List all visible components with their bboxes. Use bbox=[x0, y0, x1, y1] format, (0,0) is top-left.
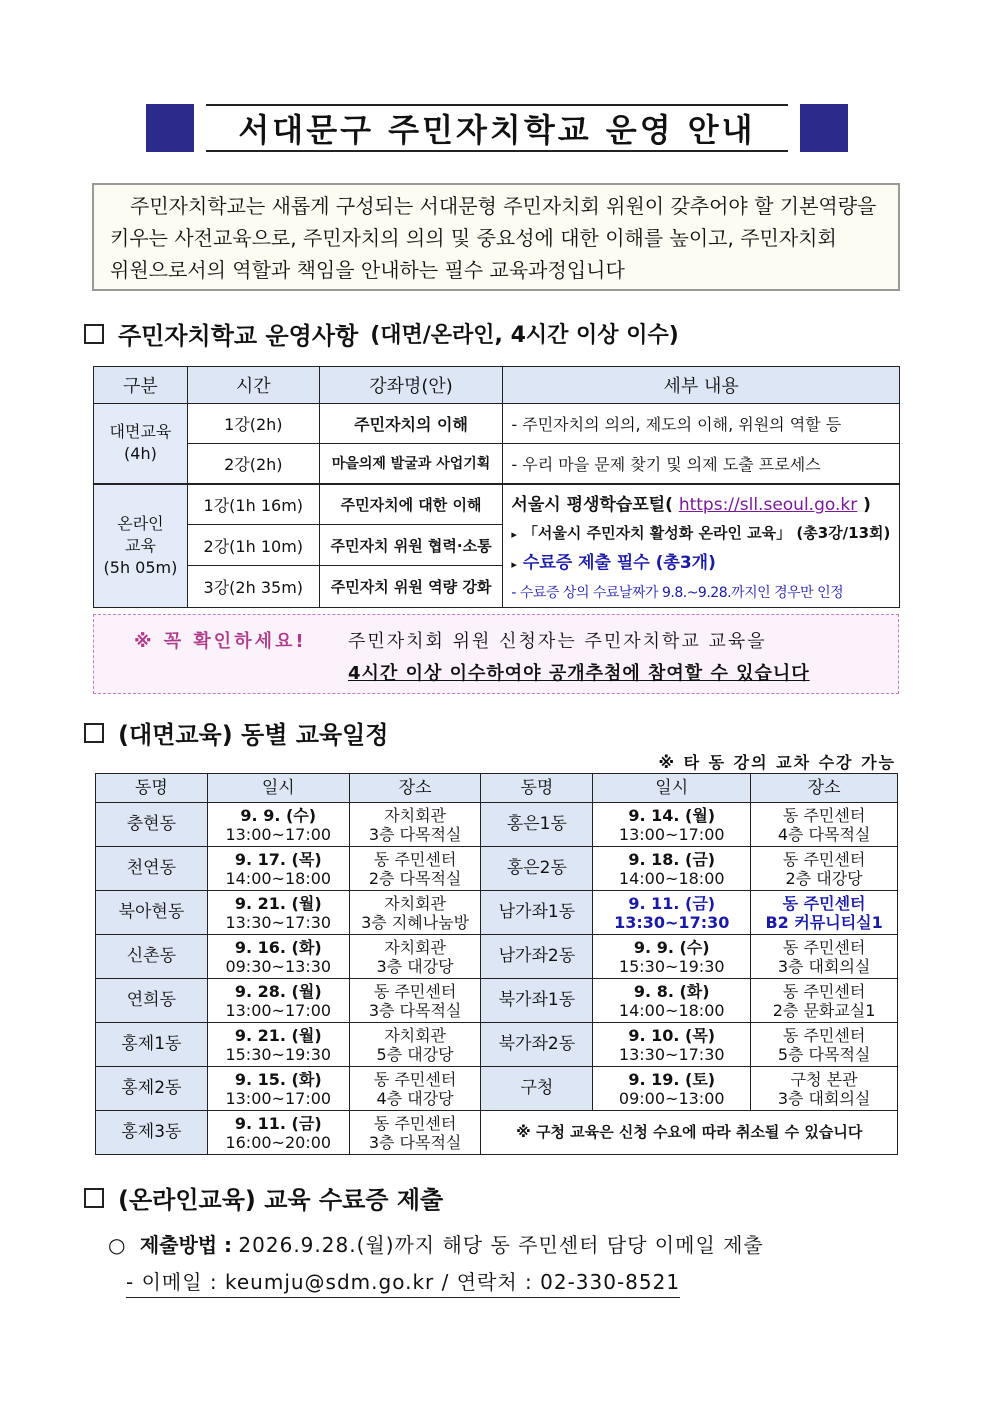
checkbox-icon bbox=[84, 324, 104, 344]
schedule-datetime bbox=[207, 979, 349, 1023]
table-row bbox=[96, 803, 898, 847]
online-course-1: 주민자치에 대한 이해 bbox=[319, 484, 503, 525]
schedule-time: 13:30~17:30 bbox=[618, 1044, 725, 1064]
dong-name: 북가좌1동 bbox=[481, 979, 593, 1023]
checkbox-icon bbox=[84, 723, 104, 743]
table-row bbox=[96, 1111, 898, 1155]
place-room: 3층 다목적실 bbox=[368, 1132, 462, 1152]
place-building: 동 주민센터 bbox=[373, 1113, 457, 1133]
offline-group-label: 대면교육 bbox=[109, 422, 172, 442]
schedule-datetime bbox=[207, 847, 349, 891]
table-row bbox=[96, 847, 898, 891]
dong-name: 충현동 bbox=[96, 803, 208, 847]
schedule-time: 14:00~18:00 bbox=[618, 1000, 725, 1020]
course-name-text: 「서울시 주민자치 활성화 온라인 교육」 (총3강/13회) bbox=[522, 523, 891, 542]
offline-detail-2: - 우리 마을 문제 찾기 및 의제 도출 프로세스 bbox=[503, 444, 900, 484]
schedule-time: 09:00~13:00 bbox=[618, 1088, 725, 1108]
cross-attendance-note: ※ 타 동 강의 교차 수강 가능 bbox=[658, 753, 896, 772]
place-building: 동 주민센터 bbox=[782, 893, 866, 913]
schedule-place bbox=[349, 979, 481, 1023]
schedule-place bbox=[751, 935, 898, 979]
online-group-cell bbox=[94, 484, 188, 608]
schedule-time: 16:00~20:00 bbox=[225, 1132, 332, 1152]
online-time-1: 1강(1h 16m) bbox=[187, 484, 319, 525]
place-room: 3층 다목적실 bbox=[368, 824, 462, 844]
dong-name: 북가좌2동 bbox=[481, 1023, 593, 1067]
schedule-time: 15:30~19:30 bbox=[618, 956, 725, 976]
schedule-time: 13:30~17:30 bbox=[614, 912, 730, 932]
header-detail: 세부 내용 bbox=[503, 367, 900, 404]
schedule-time: 14:00~18:00 bbox=[618, 868, 725, 888]
place-building: 동 주민센터 bbox=[373, 849, 457, 869]
offline-course-2: 마을의제 발굴과 사업기획 bbox=[319, 444, 503, 484]
header-dong: 동명 bbox=[96, 774, 208, 803]
online-course-2: 주민자치 위원 협력·소통 bbox=[319, 525, 503, 566]
title-block bbox=[146, 104, 848, 152]
portal-label-end: ) bbox=[863, 494, 871, 515]
schedule-date: 9. 17. (목) bbox=[234, 849, 322, 869]
dong-name: 천연동 bbox=[96, 847, 208, 891]
dong-name: 연희동 bbox=[96, 979, 208, 1023]
intro-line-3: 위원으로서의 역할과 책임을 안내하는 필수 교육과정입니다 bbox=[110, 258, 625, 282]
place-building: 동 주민센터 bbox=[782, 849, 866, 869]
notice-box bbox=[93, 614, 899, 694]
schedule-date: 9. 21. (월) bbox=[234, 893, 322, 913]
schedule-date: 9. 28. (월) bbox=[234, 981, 322, 1001]
header-place: 장소 bbox=[751, 774, 898, 803]
district-office-note: ※ 구청 교육은 신청 수요에 따라 취소될 수 있습니다 bbox=[481, 1111, 898, 1155]
schedule-date: 9. 15. (화) bbox=[234, 1069, 322, 1089]
place-room: 2층 대강당 bbox=[785, 868, 863, 888]
offline-time-2: 2강(2h) bbox=[187, 444, 319, 484]
title-square-left bbox=[146, 104, 194, 152]
place-building: 구청 본관 bbox=[790, 1069, 858, 1089]
place-building: 동 주민센터 bbox=[373, 1069, 457, 1089]
place-room: 2층 문화교실1 bbox=[772, 1000, 876, 1020]
checkbox-icon bbox=[84, 1188, 104, 1208]
table-row bbox=[94, 484, 900, 525]
schedule-time: 13:00~17:00 bbox=[225, 824, 332, 844]
schedule-time: 13:00~17:00 bbox=[618, 824, 725, 844]
schedule-datetime bbox=[593, 847, 751, 891]
dong-name: 남가좌1동 bbox=[481, 891, 593, 935]
offline-time-1: 1강(2h) bbox=[187, 404, 319, 444]
schedule-date: 9. 11. (금) bbox=[234, 1113, 322, 1133]
place-building: 동 주민센터 bbox=[782, 937, 866, 957]
offline-detail-1: - 주민자치의 의의, 제도의 이해, 위원의 역할 등 bbox=[503, 404, 900, 444]
place-room: 4층 다목적실 bbox=[777, 824, 871, 844]
method-text: 2026.9.28.(월)까지 해당 동 주민센터 담당 이메일 제출 bbox=[238, 1233, 764, 1257]
place-building: 자치회관 bbox=[384, 893, 447, 913]
schedule-place bbox=[349, 1023, 481, 1067]
schedule-date: 9. 11. (금) bbox=[628, 893, 716, 913]
place-room: 3층 대강당 bbox=[376, 956, 454, 976]
portal-link[interactable]: https://sll.seoul.go.kr bbox=[678, 494, 858, 515]
table-row bbox=[96, 979, 898, 1023]
dong-name: 홍은2동 bbox=[481, 847, 593, 891]
schedule-datetime bbox=[207, 803, 349, 847]
schedule-date: 9. 19. (토) bbox=[628, 1069, 716, 1089]
offline-group-hours: (4h) bbox=[124, 444, 157, 464]
table-row bbox=[96, 1023, 898, 1067]
triangle-icon: ▸ bbox=[511, 527, 517, 541]
table-row bbox=[96, 935, 898, 979]
table-row bbox=[96, 1067, 898, 1111]
schedule-date: 9. 16. (화) bbox=[234, 937, 322, 957]
submission-method bbox=[108, 1229, 764, 1258]
dong-name: 구청 bbox=[481, 1067, 593, 1111]
place-room: 3층 대회의실 bbox=[777, 956, 871, 976]
table-row bbox=[96, 891, 898, 935]
place-building: 자치회관 bbox=[384, 1025, 447, 1045]
schedule-datetime bbox=[593, 891, 751, 935]
table-header-row bbox=[94, 367, 900, 404]
intro-line-1: 주민자치학교는 새롭게 구성되는 서대문형 주민자치회 위원이 갖추어야 할 기본역량을 bbox=[130, 194, 877, 218]
schedule-place bbox=[349, 803, 481, 847]
schedule-place bbox=[751, 1023, 898, 1067]
page-title: 서대문구 주민자치학교 운영 안내 bbox=[206, 104, 788, 152]
section-heading-operation bbox=[84, 316, 679, 351]
place-room: B2 커뮤니티실1 bbox=[765, 912, 883, 932]
schedule-place bbox=[751, 891, 898, 935]
header-datetime: 일시 bbox=[593, 774, 751, 803]
header-datetime: 일시 bbox=[207, 774, 349, 803]
place-building: 동 주민센터 bbox=[782, 805, 866, 825]
schedule-table bbox=[95, 773, 898, 1155]
schedule-date: 9. 10. (목) bbox=[628, 1025, 716, 1045]
schedule-time: 13:00~17:00 bbox=[225, 1088, 332, 1108]
contact-info: - 이메일 : keumju@sdm.go.kr / 연락처 : 02-330-8521 bbox=[126, 1266, 680, 1298]
table-row bbox=[94, 444, 900, 484]
place-building: 동 주민센터 bbox=[373, 981, 457, 1001]
place-room: 5층 대강당 bbox=[376, 1044, 454, 1064]
method-label: 제출방법 : bbox=[139, 1233, 233, 1257]
header-place: 장소 bbox=[349, 774, 481, 803]
schedule-date: 9. 8. (화) bbox=[633, 981, 710, 1001]
schedule-time: 13:30~17:30 bbox=[225, 912, 332, 932]
section-title: 주민자치학교 운영사항 bbox=[118, 322, 359, 350]
schedule-datetime bbox=[207, 1023, 349, 1067]
section-heading-schedule bbox=[84, 715, 389, 750]
online-detail-portal bbox=[511, 491, 899, 519]
place-building: 자치회관 bbox=[384, 805, 447, 825]
dong-name: 홍제2동 bbox=[96, 1067, 208, 1111]
online-detail-cell bbox=[503, 484, 900, 608]
place-room: 3층 지혜나눔방 bbox=[361, 912, 470, 932]
online-group-hours: (5h 05m) bbox=[103, 557, 178, 577]
schedule-place bbox=[349, 935, 481, 979]
schedule-date: 9. 9. (수) bbox=[240, 805, 317, 825]
online-detail-course bbox=[511, 519, 899, 549]
schedule-datetime bbox=[593, 979, 751, 1023]
dong-name: 홍은1동 bbox=[481, 803, 593, 847]
online-group-label-1: 온라인 bbox=[117, 513, 164, 533]
schedule-date: 9. 14. (월) bbox=[628, 805, 716, 825]
triangle-icon: ▸ bbox=[511, 557, 517, 571]
header-course-name: 강좌명(안) bbox=[319, 367, 503, 404]
section-heading-certificate bbox=[84, 1180, 443, 1215]
offline-course-1: 주민자치의 이해 bbox=[319, 404, 503, 444]
schedule-datetime bbox=[207, 1111, 349, 1155]
online-group-label-2: 교육 bbox=[124, 535, 156, 555]
place-building: 동 주민센터 bbox=[782, 1025, 866, 1045]
title-square-right bbox=[800, 104, 848, 152]
notice-star: ※ 꼭 확인하세요! bbox=[134, 631, 307, 652]
place-building: 동 주민센터 bbox=[782, 981, 866, 1001]
dong-name: 홍제1동 bbox=[96, 1023, 208, 1067]
schedule-time: 15:30~19:30 bbox=[225, 1044, 332, 1064]
offline-group-cell bbox=[94, 404, 188, 484]
schedule-place bbox=[349, 1067, 481, 1111]
place-room: 4층 대강당 bbox=[376, 1088, 454, 1108]
dong-name: 북아현동 bbox=[96, 891, 208, 935]
online-detail-note: - 수료증 상의 수료날짜가 9.8.~9.28.까지인 경우만 인정 bbox=[511, 584, 844, 601]
place-room: 3층 대회의실 bbox=[777, 1088, 871, 1108]
schedule-date: 9. 21. (월) bbox=[234, 1025, 322, 1045]
schedule-datetime bbox=[207, 891, 349, 935]
schedule-place bbox=[349, 847, 481, 891]
intro-line-2: 키우는 사전교육으로, 주민자치의 의의 및 중요성에 대한 이해를 높이고, 주민자치회 bbox=[110, 226, 837, 250]
schedule-datetime bbox=[207, 1067, 349, 1111]
schedule-datetime bbox=[593, 803, 751, 847]
place-room: 5층 다목적실 bbox=[777, 1044, 871, 1064]
place-building: 자치회관 bbox=[384, 937, 447, 957]
portal-label: 서울시 평생학습포털( bbox=[511, 494, 673, 515]
online-detail-required bbox=[511, 549, 899, 579]
header-category: 구분 bbox=[94, 367, 188, 404]
online-time-2: 2강(1h 10m) bbox=[187, 525, 319, 566]
online-course-3: 주민자치 위원 역량 강화 bbox=[319, 566, 503, 607]
schedule-place bbox=[751, 803, 898, 847]
circle-bullet-icon: ○ bbox=[108, 1233, 126, 1257]
schedule-datetime bbox=[593, 935, 751, 979]
table-header-row bbox=[96, 774, 898, 803]
header-dong: 동명 bbox=[481, 774, 593, 803]
intro-box bbox=[92, 183, 900, 291]
table-row bbox=[94, 404, 900, 444]
schedule-time: 09:30~13:30 bbox=[225, 956, 332, 976]
online-time-3: 3강(2h 35m) bbox=[187, 566, 319, 607]
schedule-place bbox=[751, 1067, 898, 1111]
schedule-datetime bbox=[593, 1067, 751, 1111]
schedule-date: 9. 18. (금) bbox=[628, 849, 716, 869]
dong-name: 신촌동 bbox=[96, 935, 208, 979]
schedule-time: 13:00~17:00 bbox=[225, 1000, 332, 1020]
header-time: 시간 bbox=[187, 367, 319, 404]
schedule-datetime bbox=[207, 935, 349, 979]
schedule-time: 14:00~18:00 bbox=[225, 868, 332, 888]
notice-line-1: 주민자치회 위원 신청자는 주민자치학교 교육을 bbox=[348, 631, 767, 652]
course-table bbox=[93, 366, 900, 608]
section-suffix: (대면/온라인, 4시간 이상 이수) bbox=[370, 323, 679, 348]
schedule-place bbox=[349, 891, 481, 935]
notice-line-2: 4시간 이상 이수하여야 공개추첨에 참여할 수 있습니다 bbox=[348, 663, 810, 684]
required-text: 수료증 제출 필수 (총3개) bbox=[522, 552, 716, 573]
section-title: (대면교육) 동별 교육일정 bbox=[118, 721, 389, 749]
schedule-place bbox=[349, 1111, 481, 1155]
schedule-place bbox=[751, 979, 898, 1023]
schedule-date: 9. 9. (수) bbox=[633, 937, 710, 957]
section-title: (온라인교육) 교육 수료증 제출 bbox=[118, 1186, 444, 1214]
dong-name: 홍제3동 bbox=[96, 1111, 208, 1155]
schedule-place bbox=[751, 847, 898, 891]
place-room: 3층 다목적실 bbox=[368, 1000, 462, 1020]
dong-name: 남가좌2동 bbox=[481, 935, 593, 979]
place-room: 2층 다목적실 bbox=[368, 868, 462, 888]
schedule-datetime bbox=[593, 1023, 751, 1067]
